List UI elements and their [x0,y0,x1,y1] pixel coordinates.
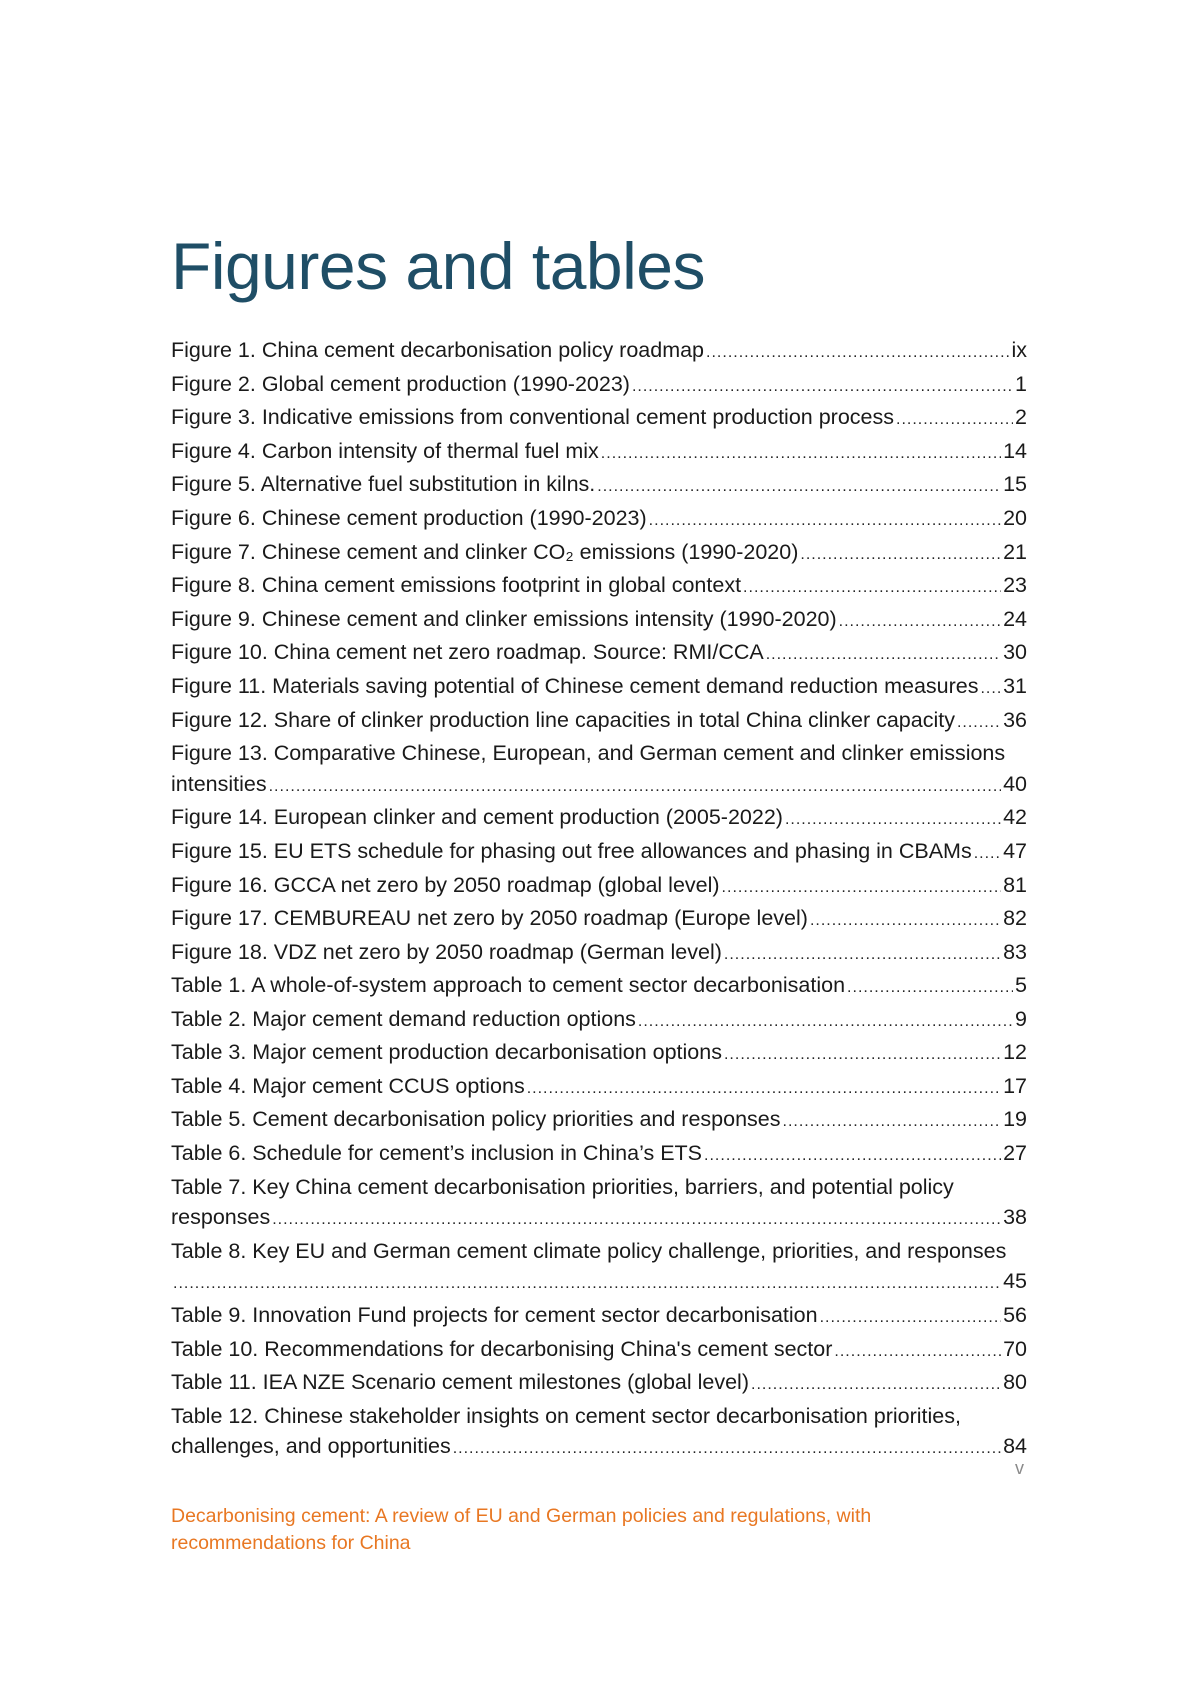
figure-entry[interactable] [171,637,1027,671]
figure-entry[interactable] [171,738,1027,802]
figure-entry[interactable] [171,503,1027,537]
figure-entry-title: Figure 10. China cement net zero roadmap. Source: RMI/CCA [171,640,764,665]
table-entry-page: 5 [1015,973,1027,997]
figure-entry[interactable] [171,335,1027,369]
figure-entry-title: Figure 7. Chinese cement and clinker CO₂ emissions (1990-2020) [171,539,799,564]
figure-entry-page: 42 [1003,805,1027,830]
table-entry[interactable] [171,1367,1027,1401]
dot-leader [957,708,1001,739]
dot-leader [810,906,1001,937]
figure-entry[interactable] [171,436,1027,470]
dot-leader [820,1303,1002,1334]
figure-entry-page: 1 [1015,371,1027,396]
table-entry-page: 12 [1003,1040,1027,1065]
figure-entry-page: 81 [1003,872,1027,897]
figure-entry-page: 14 [1003,438,1027,463]
table-entry[interactable] [171,1138,1027,1172]
table-entry[interactable] [171,1104,1027,1138]
table-entry[interactable] [171,1037,1027,1071]
dot-leader [704,1141,1001,1172]
figures-list [171,335,1027,970]
figure-entry[interactable] [171,903,1027,937]
figure-entry-page: 30 [1003,640,1027,665]
dot-leader [839,607,1001,638]
footer-line-2: recommendations for China [171,1532,411,1554]
figure-entry-page: 2 [1015,405,1027,430]
figure-entry[interactable] [171,836,1027,870]
dot-leader [724,1040,1001,1071]
page-title: Figures and tables [171,229,705,303]
figure-entry[interactable] [171,570,1027,604]
table-entry-title: Table 3. Major cement production decarbonisation options [171,1040,722,1065]
figure-entry-title: Figure 13. Comparative Chinese, European, and German cement and clinker emissions [171,741,1006,766]
table-entry-page: 38 [1003,1205,1027,1230]
table-entry-page: 17 [1003,1073,1027,1098]
figure-entry-page: 21 [1003,539,1027,564]
figure-entry-title: Figure 2. Global cement production (1990-2023) [171,371,630,396]
table-entry-title: Table 9. Innovation Fund projects for cement sector decarbonisation [171,1302,818,1327]
table-entry-page: 45 [1003,1269,1027,1294]
figure-entry-title: Figure 11. Materials saving potential of Chinese cement demand reduction measures [171,673,979,698]
table-entry-title: Table 5. Cement decarbonisation policy priorities and responses [171,1107,781,1132]
figure-entry-title-continued: intensities [171,771,267,796]
table-entry-title-continued: challenges, and opportunities [171,1434,451,1459]
dot-leader [632,372,1013,403]
dot-leader [173,1269,1001,1300]
figure-entry-page: 31 [1003,673,1027,698]
figure-entry[interactable] [171,469,1027,503]
table-entry-title: Table 4. Major cement CCUS options [171,1073,525,1098]
dot-leader [453,1434,1001,1465]
dot-leader [272,1205,1001,1236]
dot-leader [527,1074,1001,1105]
figure-entry-page: 24 [1003,606,1027,631]
table-entry[interactable] [171,1172,1027,1236]
table-entry-title: Table 11. IEA NZE Scenario cement milestones (global level) [171,1370,749,1395]
figure-entry[interactable] [171,402,1027,436]
dot-leader [706,338,1009,369]
figure-entry-page: 36 [1003,707,1027,732]
table-entry[interactable] [171,1071,1027,1105]
figure-entry-title: Figure 15. EU ETS schedule for phasing out free allowances and phasing in CBAMs [171,838,972,863]
figure-entry[interactable] [171,705,1027,739]
figure-entry-title: Figure 3. Indicative emissions from conventional cement production process [171,405,894,430]
table-entry[interactable] [171,1401,1027,1465]
table-entry-title: Table 10. Recommendations for decarbonising China's cement sector [171,1336,833,1361]
table-entry-title: Table 8. Key EU and German cement climate policy challenge, priorities, and responses [171,1238,1007,1263]
figure-entry-title: Figure 17. CEMBUREAU net zero by 2050 roadmap (Europe level) [171,906,808,931]
dot-leader [743,573,1001,604]
figure-entry-page: 20 [1003,505,1027,530]
table-entry-title: Table 12. Chinese stakeholder insights on cement sector decarbonisation priorities, [171,1403,961,1428]
figure-entry-title: Figure 8. China cement emissions footprint in global context [171,573,742,598]
dot-leader [980,674,1001,705]
table-entry-title: Table 6. Schedule for cement’s inclusion in China’s ETS [171,1140,703,1165]
figure-entry-title: Figure 4. Carbon intensity of thermal fuel mix [171,438,599,463]
figure-entry-title: Figure 9. Chinese cement and clinker emissions intensity (1990-2020) [171,606,837,631]
figure-entry-title: Figure 16. GCCA net zero by 2050 roadmap (global level) [171,872,720,897]
table-entry[interactable] [171,1004,1027,1038]
figure-entry-page: 23 [1003,573,1027,598]
table-entry[interactable] [171,1300,1027,1334]
dot-leader [896,405,1013,436]
figure-entry[interactable] [171,802,1027,836]
dot-leader [800,540,1001,571]
table-entry-title-continued: responses [171,1205,271,1230]
figure-entry[interactable] [171,671,1027,705]
figure-entry-title: Figure 5. Alternative fuel substitution in kilns. [171,472,596,497]
table-entry-page: 9 [1015,1006,1027,1031]
dot-leader [751,1370,1001,1401]
dot-leader [269,772,1001,803]
figure-entry-title: Figure 12. Share of clinker production line capacities in total China clinker capacity [171,707,955,732]
dot-leader [601,439,1001,470]
figure-entry-page: ix [1011,338,1027,362]
dot-leader [766,640,1001,671]
figure-entry-page: 82 [1003,906,1027,931]
table-entry-page: 80 [1003,1370,1027,1395]
figure-entry-page: 40 [1003,771,1027,796]
figure-entry[interactable] [171,604,1027,638]
dot-leader [834,1337,1001,1368]
dot-leader [638,1007,1013,1038]
figure-entry[interactable] [171,937,1027,971]
figure-entry-title: Figure 18. VDZ net zero by 2050 roadmap (German level) [171,939,722,964]
table-entry[interactable] [171,1334,1027,1368]
figure-entry[interactable] [171,537,1027,571]
table-entry-title: Table 7. Key China cement decarbonisation priorities, barriers, and potential policy [171,1174,954,1199]
footer-line-1: Decarbonising cement: A review of EU and German policies and regulations, with [171,1505,872,1527]
table-entry-page: 19 [1003,1107,1027,1132]
dot-leader [847,973,1013,1004]
dot-leader [783,1107,1002,1138]
table-entry-page: 84 [1003,1434,1027,1459]
table-entry-title: Table 1. A whole-of-system approach to cement sector decarbonisation [171,973,846,997]
table-entry-page: 56 [1003,1302,1027,1327]
document-footer [171,1503,931,1557]
tables-list [171,970,1027,1465]
figure-entry[interactable] [171,870,1027,904]
table-entry-page: 70 [1003,1336,1027,1361]
dot-leader [722,873,1002,904]
table-entry-title: Table 2. Major cement demand reduction options [171,1006,636,1031]
figure-entry-page: 15 [1003,472,1027,497]
figure-entry-title: Figure 1. China cement decarbonisation policy roadmap [171,338,705,362]
figure-entry-title: Figure 14. European clinker and cement production (2005-2022) [171,805,783,830]
figure-entry-page: 83 [1003,939,1027,964]
dot-leader [649,506,1001,537]
dot-leader [597,472,1001,503]
table-entry[interactable] [171,1236,1027,1300]
figure-entry-title: Figure 6. Chinese cement production (1990-2023) [171,505,647,530]
figure-entry-page: 47 [1003,838,1027,863]
table-entry[interactable] [171,970,1027,1004]
table-entry-page: 27 [1003,1140,1027,1165]
dot-leader [974,839,1001,870]
dot-leader [724,940,1001,971]
dot-leader [785,805,1001,836]
figure-entry[interactable] [171,369,1027,403]
page-number: v [1015,1458,1024,1478]
